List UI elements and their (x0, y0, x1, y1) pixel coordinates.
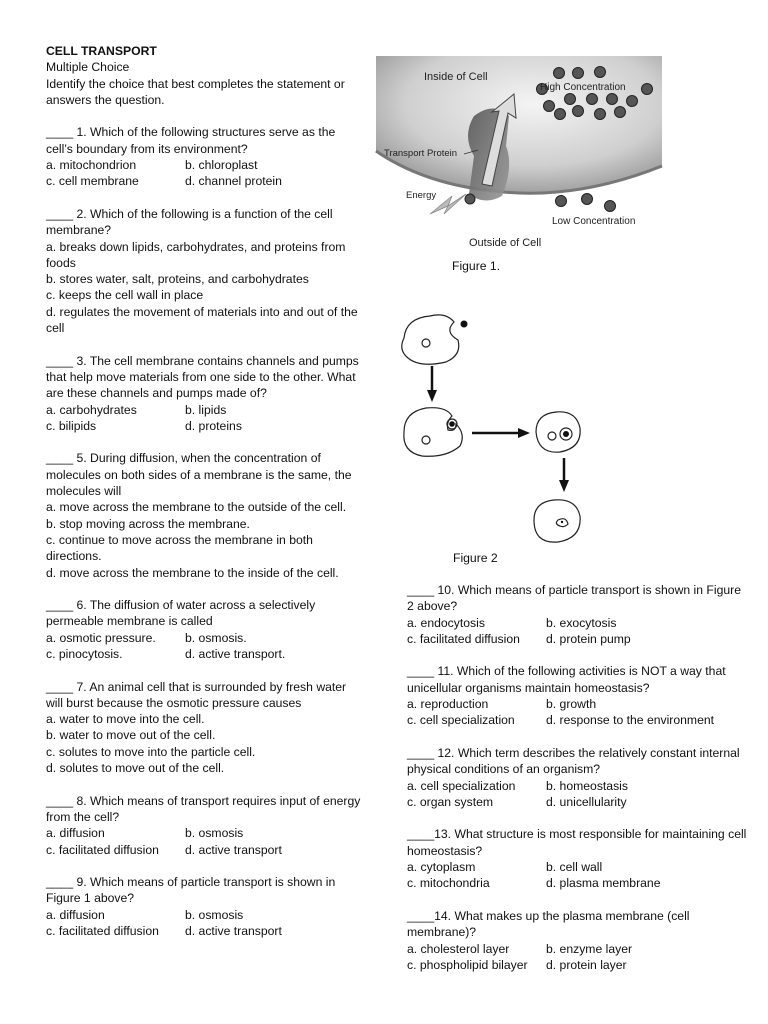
option: a. cytoplasm (407, 860, 476, 875)
question-stem: ____ 2. Which of the following is a function of the cell membrane? (46, 206, 333, 238)
option: a. cholesterol layer (407, 941, 510, 956)
option: b. lipids (185, 402, 227, 417)
label-high-concentration: High Concentration (540, 82, 626, 93)
question-11 (407, 663, 747, 728)
figure-1 (374, 56, 664, 256)
question-stem: ____ 12. Which term describes the relatively constant internal physical conditions of an organism? (407, 745, 740, 777)
option: d. protein layer (546, 957, 627, 972)
cell-step-2 (404, 408, 462, 457)
option: d. active transport (185, 842, 282, 857)
option: d. solutes to move out of the cell. (46, 761, 225, 776)
option: b. growth (546, 697, 597, 712)
option: d. plasma membrane (546, 876, 661, 891)
option: d. unicellularity (546, 794, 627, 809)
option: d. active transport (185, 924, 282, 939)
option: a. diffusion (46, 826, 105, 841)
answer-options (46, 630, 364, 663)
option: a. reproduction (407, 697, 489, 712)
answer-options (407, 859, 747, 892)
option: c. facilitated diffusion (407, 631, 520, 646)
option: c. cell membrane (46, 174, 139, 189)
label-outside-cell: Outside of Cell (469, 237, 542, 249)
option: d. channel protein (185, 174, 282, 189)
question-stem: ____ 1. Which of the following structures serve as the cell’s boundary from its environment? (46, 125, 336, 156)
option: c. keeps the cell wall in place (46, 288, 204, 303)
option: d. regulates the movement of materials into and out of the cell (46, 304, 358, 336)
question-stem: ____ 5. During diffusion, when the concentration of molecules on both sides of a membrane is the same, the molecules will (46, 451, 352, 499)
option: b. water to move out of the cell. (46, 728, 216, 743)
option: d. response to the environment (546, 713, 715, 728)
label-low-concentration: Low Concentration (552, 216, 636, 227)
option: a. cell specialization (407, 778, 516, 793)
option: d. move across the membrane to the inside of the cell. (46, 565, 339, 580)
right-column (407, 582, 747, 989)
option: b. cell wall (546, 860, 603, 875)
answer-options (407, 778, 747, 811)
figure-2 (396, 310, 616, 560)
option: b. chloroplast (185, 158, 258, 173)
label-transport-protein: Transport Protein (384, 148, 458, 159)
option: c. facilitated diffusion (46, 842, 159, 857)
cell-step-1 (402, 315, 459, 364)
option: c. cell specialization (407, 713, 515, 728)
worksheet-subtitle: Multiple Choice (46, 60, 130, 75)
option: b. homeostasis (546, 778, 628, 793)
question-stem: ____ 8. Which means of transport requires input of energy from the cell? (46, 793, 361, 824)
label-inside-cell: Inside of Cell (424, 71, 488, 83)
option: c. pinocytosis. (46, 646, 123, 661)
option: a. endocytosis (407, 615, 485, 630)
question-8 (46, 793, 364, 858)
option: c. mitochondria (407, 876, 490, 891)
answer-options (407, 696, 747, 729)
option: c. facilitated diffusion (46, 924, 159, 939)
figure-2-diagram (396, 310, 616, 560)
option: d. protein pump (546, 631, 631, 646)
question-14 (407, 908, 747, 973)
figure-2-caption: Figure 2 (453, 551, 498, 565)
option: b. enzyme layer (546, 941, 633, 956)
option: b. osmosis (185, 907, 244, 922)
question-9 (46, 874, 364, 939)
option: c. continue to move across the membrane in both directions. (46, 532, 313, 564)
question-5 (46, 450, 364, 580)
question-stem: ____ 6. The diffusion of water across a selectively permeable membrane is called (46, 598, 316, 629)
option: b. osmosis (185, 826, 244, 841)
option: b. stop moving across the membrane. (46, 516, 250, 531)
option: c. phospholipid bilayer (407, 957, 528, 972)
question-13 (407, 826, 747, 891)
question-1 (46, 124, 364, 189)
option: a. diffusion (46, 907, 105, 922)
question-3 (46, 353, 364, 434)
answer-options (407, 615, 747, 648)
question-stem: ____ 9. Which means of particle transport is shown in Figure 1 above? (46, 875, 336, 906)
question-stem: ____14. What makes up the plasma membrane (cell membrane)? (407, 908, 690, 940)
option: b. exocytosis (546, 615, 617, 630)
option: d. active transport. (185, 646, 286, 661)
answer-options (46, 402, 364, 435)
option: c. organ system (407, 794, 494, 809)
figure-1-caption: Figure 1. (452, 259, 501, 273)
option: b. stores water, salt, proteins, and carbohydrates (46, 272, 309, 287)
answer-options (46, 825, 364, 858)
question-6 (46, 597, 364, 662)
option: a. breaks down lipids, carbohydrates, and proteins from foods (46, 239, 346, 270)
question-7 (46, 679, 364, 777)
option: a. mitochondrion (46, 158, 137, 173)
option: c. solutes to move into the particle cell. (46, 744, 256, 759)
worksheet-title: CELL TRANSPORT (46, 44, 157, 58)
question-12 (407, 745, 747, 810)
option: d. proteins (185, 418, 242, 433)
question-stem: ____13. What structure is most responsible for maintaining cell homeostasis? (407, 827, 747, 858)
label-energy: Energy (406, 190, 437, 201)
question-stem: ____ 11. Which of the following activities is NOT a way that unicellular organisms maintain homeostasis? (407, 664, 726, 695)
option: c. bilipids (46, 418, 97, 433)
question-stem: ____ 3. The cell membrane contains channels and pumps that help move materials from one side to the other. What are these channels and pumps made of? (46, 353, 359, 401)
particles (449, 321, 569, 524)
option: a. water to move into the cell. (46, 712, 205, 727)
answer-options (407, 941, 747, 974)
answer-options (46, 157, 364, 190)
option: a. move across the membrane to the outside of the cell. (46, 500, 347, 515)
cell-step-3 (536, 412, 580, 452)
option: a. osmotic pressure. (46, 630, 156, 645)
answer-options (46, 907, 364, 940)
question-2 (46, 206, 364, 336)
figure-1-diagram (374, 56, 664, 256)
question-stem: ____ 7. An animal cell that is surrounded by fresh water will burst because the osmotic pressure causes (46, 679, 347, 710)
question-stem: ____ 10. Which means of particle transport is shown in Figure 2 above? (407, 583, 741, 614)
instructions: Identify the choice that best completes the statement or answers the question. (46, 76, 345, 107)
option: b. osmosis. (185, 630, 247, 645)
question-10 (407, 582, 747, 647)
left-column (46, 43, 364, 956)
option: a. carbohydrates (46, 402, 137, 417)
